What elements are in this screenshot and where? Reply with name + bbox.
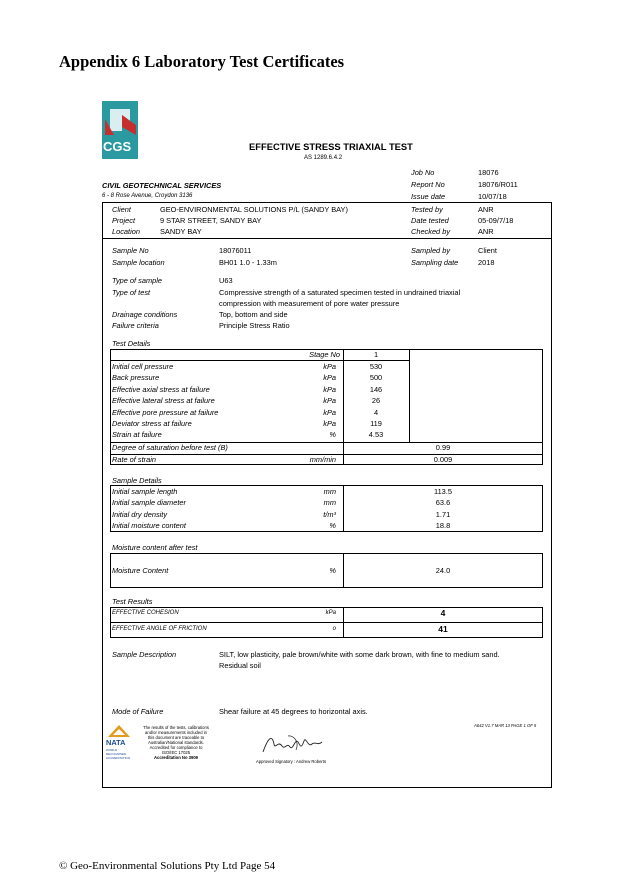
sampled-by-label: Sampled by — [411, 246, 451, 255]
cohesion-label: EFFECTIVE COHESION — [112, 610, 179, 616]
test-certificate — [102, 100, 552, 790]
description-line1: SILT, low plasticity, pale brown/white with some dark brown, with fine to medium sand. — [219, 650, 500, 659]
sample-location-label: Sample location — [112, 258, 165, 267]
date-tested-label: Date tested — [411, 216, 449, 225]
cohesion-unit: kPa — [325, 610, 336, 616]
page-heading: Appendix 6 Laboratory Test Certificates — [59, 52, 345, 71]
nata-logo: NATA WORLD RECOGNISED ACCREDITATION — [106, 724, 132, 764]
rate-of-strain-unit: mm/min — [309, 455, 336, 464]
table-row: Initial cell pressure kPa 530 — [112, 362, 383, 371]
company-name: CIVIL GEOTECHNICAL SERVICES — [102, 181, 222, 190]
signatory: Approved Signatory : Andrew Roberts — [256, 759, 327, 764]
type-of-test-line1: Compressive strength of a saturated specimen tested in undrained triaxial — [219, 288, 461, 297]
signature — [260, 732, 330, 756]
failure-mode-value: Shear failure at 45 degrees to horizontal axis. — [219, 707, 368, 716]
location-label: Location — [112, 227, 140, 236]
client-value: GEO-ENVIRONMENTAL SOLUTIONS P/L (SANDY BAY) — [160, 205, 348, 214]
description-line2: Residual soil — [219, 661, 261, 670]
stage-no-value: 1 — [373, 350, 379, 359]
table-row: Strain at failure % 4.53 — [112, 430, 384, 440]
table-row: Effective axial stress at failure kPa 146 — [112, 384, 383, 394]
checked-by-label: Checked by — [411, 227, 451, 236]
cohesion-value: 4 — [440, 608, 446, 618]
table-row: Effective pore pressure at failure kPa 4 — [112, 407, 379, 417]
moisture-content-value: 24.0 — [435, 566, 451, 575]
saturation-label: Degree of saturation before test (B) — [112, 443, 228, 452]
standard-reference: AS 1289.6.4.2 — [304, 155, 343, 161]
table-row: Initial sample length mm 113.5 — [112, 487, 452, 496]
test-results-heading: Test Results — [112, 597, 153, 606]
client-label: Client — [112, 205, 131, 214]
company-address: 6 - 8 Rose Avenue, Croydon 3136 — [102, 193, 193, 199]
moisture-heading: Moisture content after test — [112, 543, 198, 552]
table-row: Effective lateral stress at failure kPa 26 — [112, 396, 381, 406]
cgs-logo: CGS — [102, 101, 138, 159]
sample-no-value: 18076011 — [219, 246, 252, 255]
nata-statement: The results of the tests, calibrations and/or measurements included in this document are traceable to Australian/National standards. Accredited for compliance to ISO/IEC 17025 Accreditation No 3909 — [143, 725, 209, 760]
test-details-heading: Test Details — [112, 339, 151, 348]
project-value: 9 STAR STREET, SANDY BAY — [160, 216, 262, 225]
failure-criteria-value: Principle Stress Ratio — [219, 321, 290, 330]
sampling-date-value: 2018 — [478, 258, 495, 267]
stage-no-label: Stage No — [309, 350, 340, 359]
certificate-title: EFFECTIVE STRESS TRIAXIAL TEST — [249, 141, 413, 152]
table-row: Back pressure kPa 500 — [112, 373, 383, 383]
friction-unit: o — [332, 626, 336, 632]
type-of-test-label: Type of test — [112, 288, 151, 297]
moisture-content-label: Moisture Content — [112, 566, 169, 575]
form-reference: A642 V1.7 MAR 13 PAGE 1 OF 5 — [474, 723, 537, 728]
friction-label: EFFECTIVE ANGLE OF FRICTION — [112, 626, 207, 632]
description-label: Sample Description — [112, 650, 177, 659]
date-tested-value: 05-09/7/18 — [478, 216, 514, 225]
job-no-value: 18076 — [478, 168, 499, 177]
saturation-value: 0.99 — [435, 443, 451, 452]
checked-by-value: ANR — [478, 227, 494, 236]
location-value: SANDY BAY — [160, 227, 202, 236]
page-footer: © Geo-Environmental Solutions Pty Ltd Page 54 — [59, 860, 276, 872]
report-no-label: Report No — [411, 180, 445, 189]
sampled-by-value: Client — [478, 246, 497, 255]
sample-no-label: Sample No — [112, 246, 149, 255]
tested-by-value: ANR — [478, 205, 494, 214]
table-row: Initial sample diameter mm 63.6 — [112, 498, 451, 508]
rate-of-strain-label: Rate of strain — [112, 455, 156, 464]
issue-date-label: Issue date — [411, 192, 446, 201]
failure-mode-label: Mode of Failure — [112, 707, 164, 716]
drainage-value: Top, bottom and side — [219, 310, 288, 319]
type-of-sample-label: Type of sample — [112, 276, 162, 285]
moisture-content-unit: % — [329, 566, 336, 575]
drainage-label: Drainage conditions — [112, 310, 178, 319]
table-row: Initial dry density t/m³ 1.71 — [112, 509, 451, 519]
sampling-date-label: Sampling date — [411, 258, 459, 267]
tested-by-label: Tested by — [411, 205, 443, 214]
failure-criteria-label: Failure criteria — [112, 321, 159, 330]
job-no-label: Job No — [411, 168, 435, 177]
project-label: Project — [112, 216, 136, 225]
issue-date-value: 10/07/18 — [478, 192, 507, 201]
sample-location-value: BH01 1.0 - 1.33m — [219, 258, 277, 267]
table-row: Deviator stress at failure kPa 119 — [112, 418, 382, 428]
report-no-value: 18076/R011 — [478, 180, 518, 189]
sample-details-heading: Sample Details — [112, 476, 162, 485]
rate-of-strain-value: 0.009 — [433, 455, 453, 464]
table-row: Initial moisture content % 18.8 — [112, 520, 451, 530]
friction-value: 41 — [438, 624, 448, 634]
type-of-test-line2: compression with measurement of pore water pressure — [219, 299, 400, 308]
type-of-sample-value: U63 — [219, 276, 233, 285]
